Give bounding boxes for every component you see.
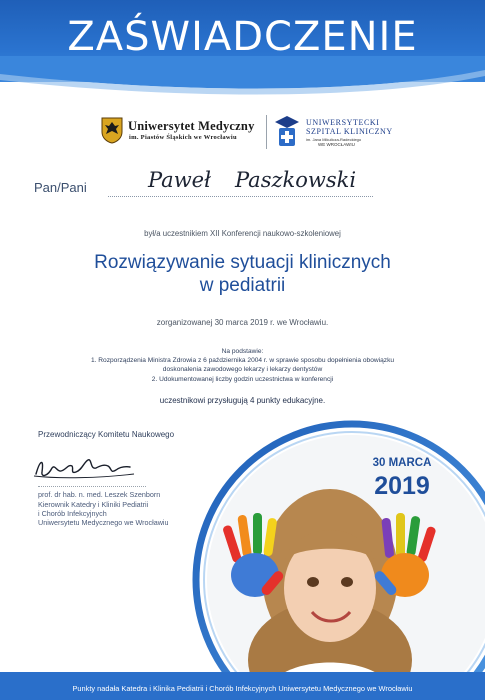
basis-line-1: 1. Rozporządzenia Ministra Zdrowia z 6 października 2004 r. w sprawie sposobu dopełnienia obowiązku [90,357,395,364]
handwritten-signature [30,454,140,482]
umw-logo-name: Uniwersytet Medyczny [128,119,255,133]
footer-text: Punkty nadała Katedra i Klinika Pediatrii i Chorób Infekcyjnych Uniwersytetu Medycznego we Wrocławiu [72,684,413,693]
signatory-name: prof. dr hab. n. med. Leszek Szenborn [38,490,161,499]
basis-line-3: 2. Udokumentowanej liczby godzin uczestnictwa w konferencji [151,376,334,383]
certificate-title: ZAŚWIADCZENIE [67,14,418,60]
usk-logo-line1: UNIWERSYTECKI [306,118,380,127]
points-text: uczestnikowi przysługują 4 punkty edukacyjne. [159,396,326,405]
conference-title-line2: w pediatrii [199,275,286,296]
usk-logo-line2: SZPITAL KLINICZNY [306,127,393,136]
date-badge-year: 2019 [374,472,430,500]
organized-text: zorganizowanej 30 marca 2019 r. we Wrocławiu. [156,318,329,327]
basis-line-2: doskonalenia zawodowego lekarzy i lekarzy dentystów [162,366,323,373]
conference-title-line1: Rozwiązywanie sytuacji klinicznych [94,252,391,273]
usk-logo-line3: im. Jana Mikulicza-Radeckiego [306,137,362,142]
signature-dotted-line [38,486,146,487]
recipient-last-name: Paszkowski [235,168,357,192]
signatory-position-cont: i Chorób Infekcyjnych [38,509,107,518]
signatory-label: Przewodniczący Komitetu Naukowego [38,430,175,439]
date-badge-day: 30 MARCA [372,457,432,469]
signatory-position: Kierownik Katedry i Kliniki Pediatrii [38,500,149,509]
recipient-first-name: Paweł [148,168,211,192]
participant-text: był/a uczestnikiem XII Konferencji naukowo-szkoleniowej [144,229,341,238]
signatory-institution: Uniwersytetu Medycznego we Wrocławiu [38,518,169,527]
recipient-label: Pan/Pani [34,180,87,195]
umw-logo-subtitle: im. Piastów Śląskich we Wrocławiu [129,134,237,141]
basis-heading: Na podstawie: [221,348,264,355]
date-badge [352,455,452,505]
usk-logo-line4: WE WROCŁAWIU [318,142,355,147]
